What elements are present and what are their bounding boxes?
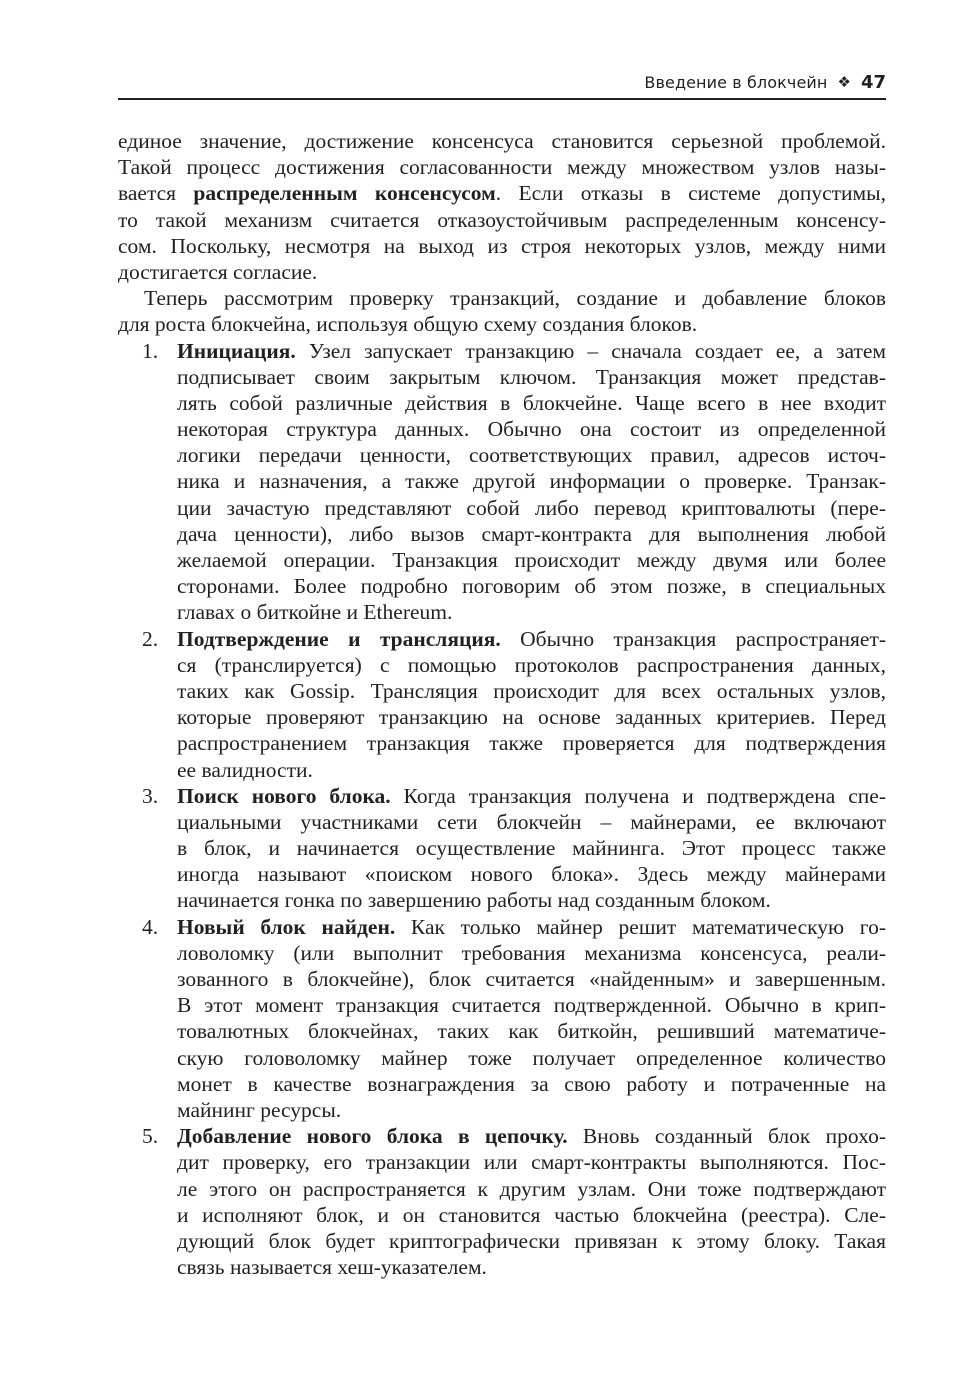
list-item <box>118 914 886 1124</box>
page-number: 47 <box>860 71 886 93</box>
text-line: дит проверку, его транзакции или смарт-контракты выполняются. Пос- <box>177 1150 886 1175</box>
ornament-icon: ❖ <box>837 73 851 91</box>
list-number: 1. <box>142 338 159 363</box>
text-line: ции зачастую представляют собой либо перевод криптовалюты (пере- <box>177 495 886 520</box>
list-item <box>118 1123 886 1280</box>
text-line: ловоломку (или выполнит требования механизма консенсуса, реали- <box>177 940 886 965</box>
text-line: и исполняют блок, и он становится частью блокчейна (реестра). Сле- <box>177 1202 886 1227</box>
text-line: скую головоломку майнер тоже получает определенное количество <box>177 1045 886 1070</box>
text-line: ся (транслируется) с помощью протоколов распространения данных, <box>177 652 886 677</box>
text-line: для роста блокчейна, используя общую схему создания блоков. <box>118 312 698 337</box>
list-item <box>118 626 886 783</box>
text-run: Узел запускает транзакцию – сначала создает ее, а затем <box>295 338 886 363</box>
text-line: циальными участниками сети блокчейн – майнерами, ее включают <box>177 809 886 834</box>
text-line: майнинг ресурсы. <box>177 1097 342 1122</box>
text-line: зованного в блокчейне), блок считается «найденным» и завершенным. <box>177 967 886 991</box>
list-item-title: Добавление нового блока в цепочку. <box>177 1124 568 1149</box>
running-title: Введение в блокчейн <box>644 72 828 92</box>
text-line: логики передачи ценности, соответствующих правил, адресов источ- <box>177 443 886 468</box>
text-line: сторонами. Более подробно поговорим об этом позже, в специальных <box>177 574 886 599</box>
text-line <box>177 338 886 364</box>
text-line: Теперь рассмотрим проверку транзакций, создание и добавление блоков <box>144 286 886 311</box>
text-line: единое значение, достижение консенсуса становится серьезной проблемой. <box>118 129 886 153</box>
text-line <box>177 783 886 809</box>
list-number: 4. <box>142 914 159 939</box>
text-line: начинается гонка по завершению работы над созданным блоком. <box>177 888 771 913</box>
text-line: сом. Поскольку, несмотря на выход из строя некоторых узлов, между ними <box>118 233 886 258</box>
bold-term: распределенным консенсусом <box>193 181 496 206</box>
list-item-title: Поиск нового блока. <box>177 783 391 808</box>
text-run: Вновь созданный блок прохо- <box>567 1124 886 1149</box>
text-line: которые проверяют транзакцию на основе заданных критериев. Перед <box>177 705 886 730</box>
text-line: распространением транзакция также проверяется для подтверждения <box>177 731 886 756</box>
paragraph-intro <box>118 285 886 337</box>
list-item-title: Новый блок найден. <box>177 914 396 939</box>
text-line: иногда называют «поиском нового блока». Здесь между майнерами <box>177 862 886 887</box>
running-header <box>118 66 886 100</box>
text-line: в блок, и начинается осуществление майнинга. Этот процесс также <box>177 836 886 861</box>
text-line <box>177 1123 886 1149</box>
text-line: главах о биткойне и Ethereum. <box>177 600 453 625</box>
text-line: подписывает своим закрытым ключом. Транзакция может представ- <box>177 364 886 389</box>
text-line: В этот момент транзакция считается подтвержденной. Обычно в крип- <box>177 993 886 1018</box>
page-body <box>118 128 886 1280</box>
list-item <box>118 338 886 626</box>
list-item-title: Подтверждение и трансляция. <box>177 626 501 651</box>
text-line: достигается согласие. <box>118 259 318 284</box>
text-line: Такой процесс достижения согласованности между множеством узлов назы- <box>118 155 886 180</box>
text-line: ле этого он распространяется к другим узлам. Они тоже подтверждают <box>177 1176 886 1201</box>
text-run: Как только майнер решит математическую го- <box>395 914 886 939</box>
list-item <box>118 783 886 914</box>
text-line: дача ценности), либо вызов смарт-контракта для выполнения любой <box>177 521 886 546</box>
text-line: дующий блок будет криптографически привязан к этому блоку. Такая <box>177 1228 886 1253</box>
text-run: Обычно транзакция распространяет- <box>500 626 886 651</box>
text-run: вается <box>118 181 194 206</box>
numbered-list <box>118 338 886 1281</box>
text-line: монет в качестве вознаграждения за свою работу и потраченные на <box>177 1071 886 1096</box>
paragraph-consensus <box>118 128 886 285</box>
text-run: . Если отказы в системе допустимы, <box>495 181 886 206</box>
text-line: связь называется хеш-указателем. <box>177 1255 487 1280</box>
text-line: желаемой операции. Транзакция происходит между двумя или более <box>177 548 886 572</box>
text-line: то такой механизм считается отказоустойчивым распределенным консенсу- <box>118 207 886 232</box>
list-item-title: Инициация. <box>177 338 296 363</box>
text-line: ее валидности. <box>177 757 313 782</box>
text-run: Когда транзакция получена и подтверждена спе- <box>390 783 886 808</box>
list-number: 2. <box>142 626 159 651</box>
text-line: некоторая структура данных. Обычно она состоит из определенной <box>177 417 886 442</box>
text-line <box>118 180 886 206</box>
text-line: таких как Gossip. Трансляция происходит для всех остальных узлов, <box>177 678 886 703</box>
list-number: 3. <box>142 783 159 808</box>
text-line: лять собой различные действия в блокчейне. Чаще всего в нее входит <box>177 390 886 415</box>
text-line: ника и назначения, а также другой информации о проверке. Транзак- <box>177 469 886 494</box>
text-line: товалютных блокчейнах, таких как биткойн, решивший математиче- <box>177 1019 886 1044</box>
list-number: 5. <box>142 1124 159 1149</box>
text-line <box>177 626 886 652</box>
text-line <box>177 914 886 940</box>
